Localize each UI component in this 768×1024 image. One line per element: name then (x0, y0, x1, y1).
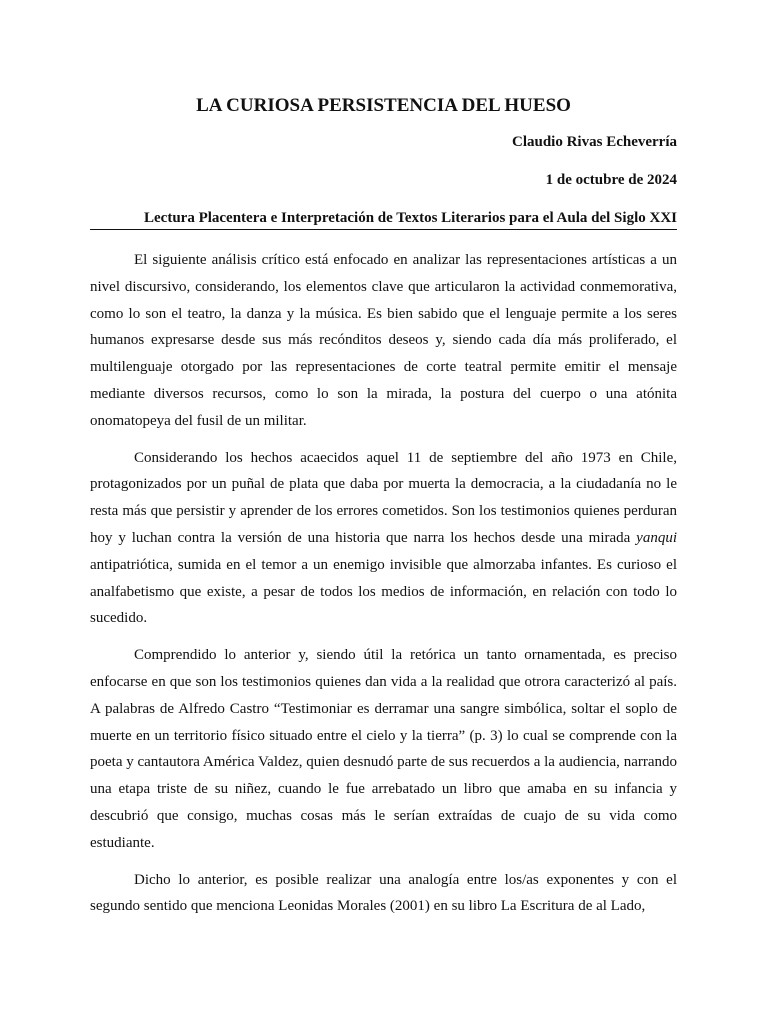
paragraph-2-text-start: Considerando los hechos acaecidos aquel 11 de septiembre del año 1973 en Chile, protagonizados por un puñal de plata que daba por muerta la democracia, a la ciudadanía no le resta más que persistir y aprender de los errores cometidos. Son los testimonios quienes perduran hoy y luchan contra la versión de una historia que narra los hechos desde una mirada (90, 449, 677, 546)
paragraph-1: El siguiente análisis crítico está enfocado en analizar las representaciones artísticas a un nivel discursivo, considerando, los elementos clave que articularon la actividad conmemorativa, como lo son el teatro, la danza y la música. Es bien sabido que el lenguaje permite a los seres humanos expresarse desde sus más recónditos deseos y, siendo cada día más proliferado, el multilenguaje otorgado por las representaciones de corte teatral permite emitir el mensaje mediante diversos recursos, como lo son la mirada, la postura del cuerpo o una atónita onomatopeya del fusil de un militar. (90, 252, 677, 429)
author-name: Claudio Rivas Echeverría (512, 134, 677, 150)
document-date: 1 de octubre de 2024 (545, 172, 677, 188)
paragraph-4: Dicho lo anterior, es posible realizar una analogía entre los/as exponentes y con el segundo sentido que menciona Leonidas Morales (2001) en su libro La Escritura de al Lado, (90, 871, 677, 915)
paragraph-2 (90, 445, 677, 633)
document-title: LA CURIOSA PERSISTENCIA DEL HUESO (196, 95, 571, 116)
paragraph-2-text-end: antipatriótica, sumida en el temor a un enemigo invisible que almorzaba infantes. Es curioso el analfabetismo que existe, a pesar de todos los medios de información, en relación con todo lo sucedido. (90, 556, 677, 627)
paragraph-3: Comprendido lo anterior y, siendo útil la retórica un tanto ornamentada, es preciso enfocarse en que son los testimonios quienes dan vida a la realidad que otrora caracterizó al país. A palabras de Alfredo Castro “Testimoniar es derramar una sangre simbólica, soltar el soplo de muerte en un territorio físico situado entre el cielo y la tierra” (p. 3) lo cual se comprende con la poeta y cantautora América Valdez, quien desnudó parte de sus recuerdos a la audiencia, narrando una etapa triste de su niñez, cuando le fue arrebatado un libro que amaba en su infancia y descubrió que consigo, muchas cosas más le serían extraídas de cuajo de su vida como estudiante. (90, 647, 677, 851)
document-page (90, 0, 677, 930)
course-name: Lectura Placentera e Interpretación de Textos Literarios para el Aula del Siglo XXI (90, 208, 677, 230)
paragraph-2-italic-word: yanqui (636, 529, 677, 546)
document-body (90, 247, 677, 920)
